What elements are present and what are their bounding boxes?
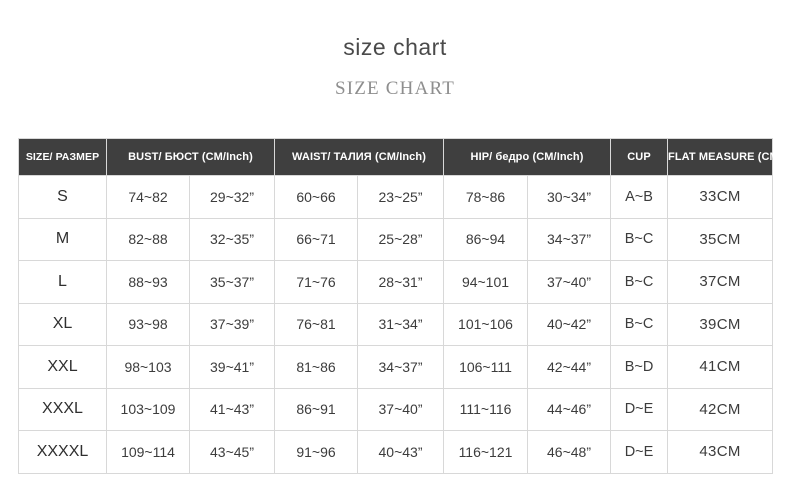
cell-bust-inch: 43~45”: [190, 431, 275, 474]
cell-size: XL: [19, 303, 107, 346]
cell-cup: A~B: [611, 176, 668, 219]
cell-flat-measure: 37CM: [668, 261, 773, 304]
cell-size: L: [19, 261, 107, 304]
cell-bust-inch: 39~41”: [190, 346, 275, 389]
cell-hip-cm: 86~94: [444, 218, 528, 261]
cell-bust-inch: 41~43”: [190, 388, 275, 431]
cell-hip-inch: 30~34”: [528, 176, 611, 219]
table-row: [19, 388, 773, 431]
cell-flat-measure: 33CM: [668, 176, 773, 219]
cell-bust-cm: 98~103: [107, 346, 190, 389]
cell-size: S: [19, 176, 107, 219]
cell-bust-inch: 32~35”: [190, 218, 275, 261]
cell-flat-measure: 35CM: [668, 218, 773, 261]
cell-waist-inch: 23~25”: [358, 176, 444, 219]
cell-bust-cm: 109~114: [107, 431, 190, 474]
cell-flat-measure: 39CM: [668, 303, 773, 346]
cell-waist-cm: 60~66: [275, 176, 358, 219]
cell-cup: B~C: [611, 303, 668, 346]
cell-bust-inch: 35~37”: [190, 261, 275, 304]
cell-waist-inch: 25~28”: [358, 218, 444, 261]
cell-hip-cm: 106~111: [444, 346, 528, 389]
cell-bust-inch: 37~39”: [190, 303, 275, 346]
cell-waist-inch: 28~31”: [358, 261, 444, 304]
table-row: [19, 303, 773, 346]
cell-hip-inch: 46~48”: [528, 431, 611, 474]
cell-hip-inch: 37~40”: [528, 261, 611, 304]
title-block: [0, 0, 790, 100]
table-row: [19, 431, 773, 474]
header-flat-measure: FLAT MEASURE (CM): [668, 139, 773, 176]
cell-hip-inch: 44~46”: [528, 388, 611, 431]
cell-waist-inch: 31~34”: [358, 303, 444, 346]
cell-size: M: [19, 218, 107, 261]
cell-waist-cm: 76~81: [275, 303, 358, 346]
table-row: [19, 261, 773, 304]
cell-flat-measure: 43CM: [668, 431, 773, 474]
header-hip: HIP/ бедро (CM/Inch): [444, 139, 611, 176]
cell-cup: D~E: [611, 431, 668, 474]
cell-bust-cm: 82~88: [107, 218, 190, 261]
cell-hip-cm: 116~121: [444, 431, 528, 474]
cell-waist-cm: 81~86: [275, 346, 358, 389]
size-chart-table: [18, 138, 783, 474]
page-subtitle: SIZE CHART: [334, 77, 456, 99]
header-waist: WAIST/ ТАЛИЯ (CM/Inch): [275, 139, 444, 176]
header-row: [19, 139, 773, 176]
cell-bust-cm: 93~98: [107, 303, 190, 346]
cell-waist-inch: 34~37”: [358, 346, 444, 389]
cell-cup: B~C: [611, 218, 668, 261]
cell-waist-cm: 66~71: [275, 218, 358, 261]
cell-waist-cm: 91~96: [275, 431, 358, 474]
cell-hip-inch: 40~42”: [528, 303, 611, 346]
cell-hip-cm: 94~101: [444, 261, 528, 304]
cell-waist-inch: 40~43”: [358, 431, 444, 474]
cell-bust-inch: 29~32”: [190, 176, 275, 219]
cell-hip-cm: 111~116: [444, 388, 528, 431]
header-bust: BUST/ БЮСТ (CM/Inch): [107, 139, 275, 176]
cell-bust-cm: 74~82: [107, 176, 190, 219]
header-cup: CUP: [611, 139, 668, 176]
cell-flat-measure: 42CM: [668, 388, 773, 431]
cell-size: XXXL: [19, 388, 107, 431]
header-size: SIZE/ РАЗМЕР: [19, 139, 107, 176]
cell-hip-inch: 34~37”: [528, 218, 611, 261]
cell-cup: D~E: [611, 388, 668, 431]
table-header: [19, 139, 783, 176]
size-chart-table-wrapper: [18, 138, 783, 474]
cell-size: XXXXL: [19, 431, 107, 474]
table-row: [19, 176, 773, 219]
cell-waist-cm: 86~91: [275, 388, 358, 431]
page-title: size chart: [343, 34, 447, 60]
cell-bust-cm: 88~93: [107, 261, 190, 304]
cell-cup: B~C: [611, 261, 668, 304]
table-body: [19, 176, 773, 474]
cell-hip-inch: 42~44”: [528, 346, 611, 389]
cell-hip-cm: 101~106: [444, 303, 528, 346]
cell-waist-cm: 71~76: [275, 261, 358, 304]
cell-cup: B~D: [611, 346, 668, 389]
cell-hip-cm: 78~86: [444, 176, 528, 219]
cell-size: XXL: [19, 346, 107, 389]
table-row: [19, 218, 773, 261]
table-row: [19, 346, 773, 389]
cell-bust-cm: 103~109: [107, 388, 190, 431]
cell-flat-measure: 41CM: [668, 346, 773, 389]
cell-waist-inch: 37~40”: [358, 388, 444, 431]
